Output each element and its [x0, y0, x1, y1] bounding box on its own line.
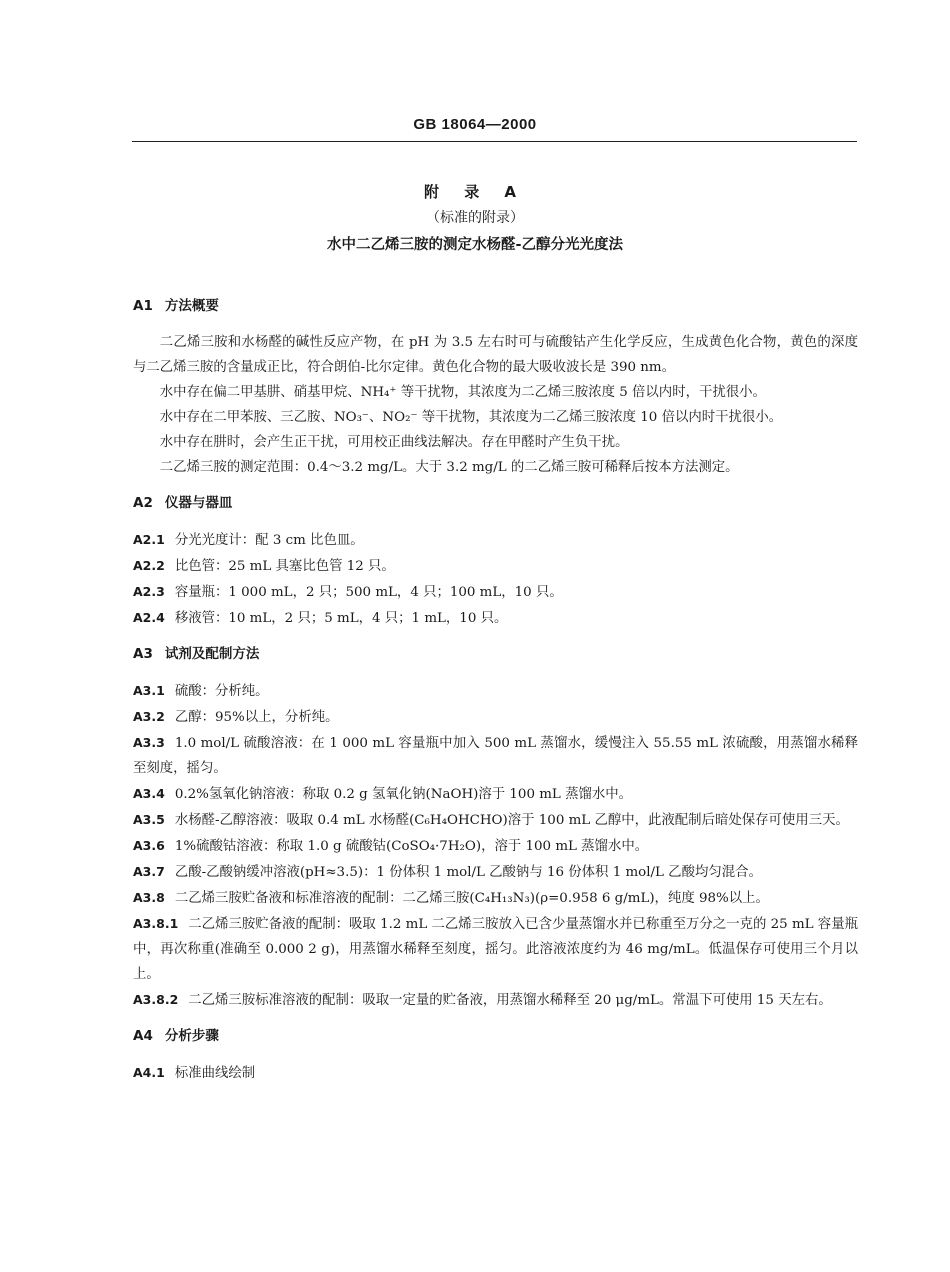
item-number: A2.1 [133, 532, 165, 547]
annex-title: 附 录 A [423, 183, 527, 201]
item-number: A3.8.1 [133, 916, 179, 931]
item-number: A2.3 [133, 584, 165, 599]
list-item [133, 781, 858, 807]
paragraph: 二乙烯三胺的测定范围：0.4～3.2 mg/L。大于 3.2 mg/L 的二乙烯三胺可稀释后按本方法测定。 [159, 460, 739, 475]
paragraph: 水中存在偏二甲基肼、硝基甲烷、NH₄⁺ 等干扰物，其浓度为二乙烯三胺浓度 5 倍以内时，干扰很小。 [159, 385, 766, 400]
header-rule [132, 141, 857, 142]
section-number: A3 [133, 646, 153, 662]
list-item [133, 807, 858, 833]
section-number: A4 [133, 1028, 153, 1044]
item-number: A3.8 [133, 890, 165, 905]
list-item [133, 987, 858, 1013]
item-text: 1%硫酸钴溶液：称取 1.0 g 硫酸钴(CoSO₄·7H₂O)，溶于 100 mL 蒸馏水中。 [174, 839, 649, 854]
section-heading-a3 [133, 642, 858, 667]
list-item [133, 833, 858, 859]
paragraph: 水中存在肼时，会产生正干扰，可用校正曲线法解决。存在甲醛时产生负干扰。 [159, 435, 629, 450]
item-text: 分光光度计：配 3 cm 比色皿。 [174, 533, 364, 548]
item-number: A3.3 [133, 735, 165, 750]
section-heading-a2 [133, 491, 858, 516]
section-number: A1 [133, 298, 153, 314]
item-text: 比色管：25 mL 具塞比色管 12 只。 [174, 559, 395, 574]
item-number: A4.1 [133, 1065, 165, 1080]
item-number: A2.2 [133, 558, 165, 573]
item-number: A3.8.2 [133, 992, 179, 1007]
item-text: 乙酸-乙酸钠缓冲溶液(pH≈3.5)：1 份体积 1 mol/L 乙酸钠与 16 份体积 1 mol/L 乙酸均匀混合。 [174, 865, 762, 880]
list-item [133, 553, 858, 579]
annex-content [133, 294, 858, 1086]
standard-number-header: GB 18064—2000 [413, 116, 537, 133]
item-text: 二乙烯三胺贮备液的配制：吸取 1.2 mL 二乙烯三胺放入已含少量蒸馏水并已称重至万分之一克的 25 mL 容量瓶中，再次称重(准确至 0.000 2 g)，用蒸馏水稀释至刻度，摇匀。此溶液浓度约为 46 mg/mL。低温保存可使用三个月以上。 [133, 917, 858, 982]
section-title: 方法概要 [164, 298, 219, 314]
list-item [133, 911, 858, 987]
item-text: 标准曲线绘制 [174, 1066, 256, 1081]
paragraph: 二乙烯三胺和水杨醛的碱性反应产物，在 pH 为 3.5 左右时可与硫酸钴产生化学反应，生成黄色化合物，黄色的深度与二乙烯三胺的含量成正比，符合朗伯-比尔定律。黄色化合物的最大吸收波长是 390 nm。 [133, 335, 858, 375]
section-title: 试剂及配制方法 [164, 646, 260, 662]
item-text: 0.2%氢氧化钠溶液：称取 0.2 g 氢氧化钠(NaOH)溶于 100 mL 蒸馏水中。 [174, 787, 633, 802]
item-number: A3.5 [133, 812, 165, 827]
list-item [133, 605, 858, 631]
item-number: A3.7 [133, 864, 165, 879]
list-item [133, 704, 858, 730]
item-number: A3.6 [133, 838, 165, 853]
annex-name: 水中二乙烯三胺的测定水杨醛-乙醇分光光度法 [326, 237, 624, 253]
item-number: A3.4 [133, 786, 165, 801]
item-text: 移液管：10 mL，2 只；5 mL，4 只；1 mL，10 只。 [174, 611, 508, 626]
item-text: 1.0 mol/L 硫酸溶液：在 1 000 mL 容量瓶中加入 500 mL 蒸馏水，缓慢注入 55.55 mL 浓硫酸，用蒸馏水稀释至刻度，摇匀。 [133, 736, 858, 776]
item-text: 水杨醛-乙醇溶液：吸取 0.4 mL 水杨醛(C₆H₄OHCHO)溶于 100 mL 乙醇中，此液配制后暗处保存可使用三天。 [174, 813, 849, 828]
list-item [133, 579, 858, 605]
item-text: 容量瓶：1 000 mL，2 只；500 mL，4 只；100 mL，10 只。 [174, 585, 563, 600]
item-text: 二乙烯三胺贮备液和标准溶液的配制：二乙烯三胺(C₄H₁₃N₃)(ρ=0.958 6 g/mL)，纯度 98%以上。 [174, 891, 769, 906]
item-number: A3.1 [133, 683, 165, 698]
item-number: A2.4 [133, 610, 165, 625]
item-text: 二乙烯三胺标准溶液的配制：吸取一定量的贮备液，用蒸馏水稀释至 20 μg/mL。常温下可使用 15 天左右。 [188, 993, 832, 1008]
list-item [133, 885, 858, 911]
list-item [133, 678, 858, 704]
section-title: 仪器与器皿 [164, 495, 233, 511]
list-item [133, 859, 858, 885]
list-item [133, 730, 858, 781]
annex-subtitle: （标准的附录） [426, 210, 524, 226]
section-number: A2 [133, 495, 153, 511]
paragraph: 水中存在二甲苯胺、三乙胺、NO₃⁻、NO₂⁻ 等干扰物，其浓度为二乙烯三胺浓度 10 倍以内时干扰很小。 [159, 410, 783, 425]
item-text: 乙醇：95%以上，分析纯。 [174, 710, 339, 725]
section-heading-a4 [133, 1024, 858, 1049]
section-title: 分析步骤 [164, 1028, 219, 1044]
item-text: 硫酸：分析纯。 [174, 684, 269, 699]
list-item [133, 1060, 858, 1086]
item-number: A3.2 [133, 709, 165, 724]
section-heading-a1 [133, 294, 858, 319]
list-item [133, 527, 858, 553]
